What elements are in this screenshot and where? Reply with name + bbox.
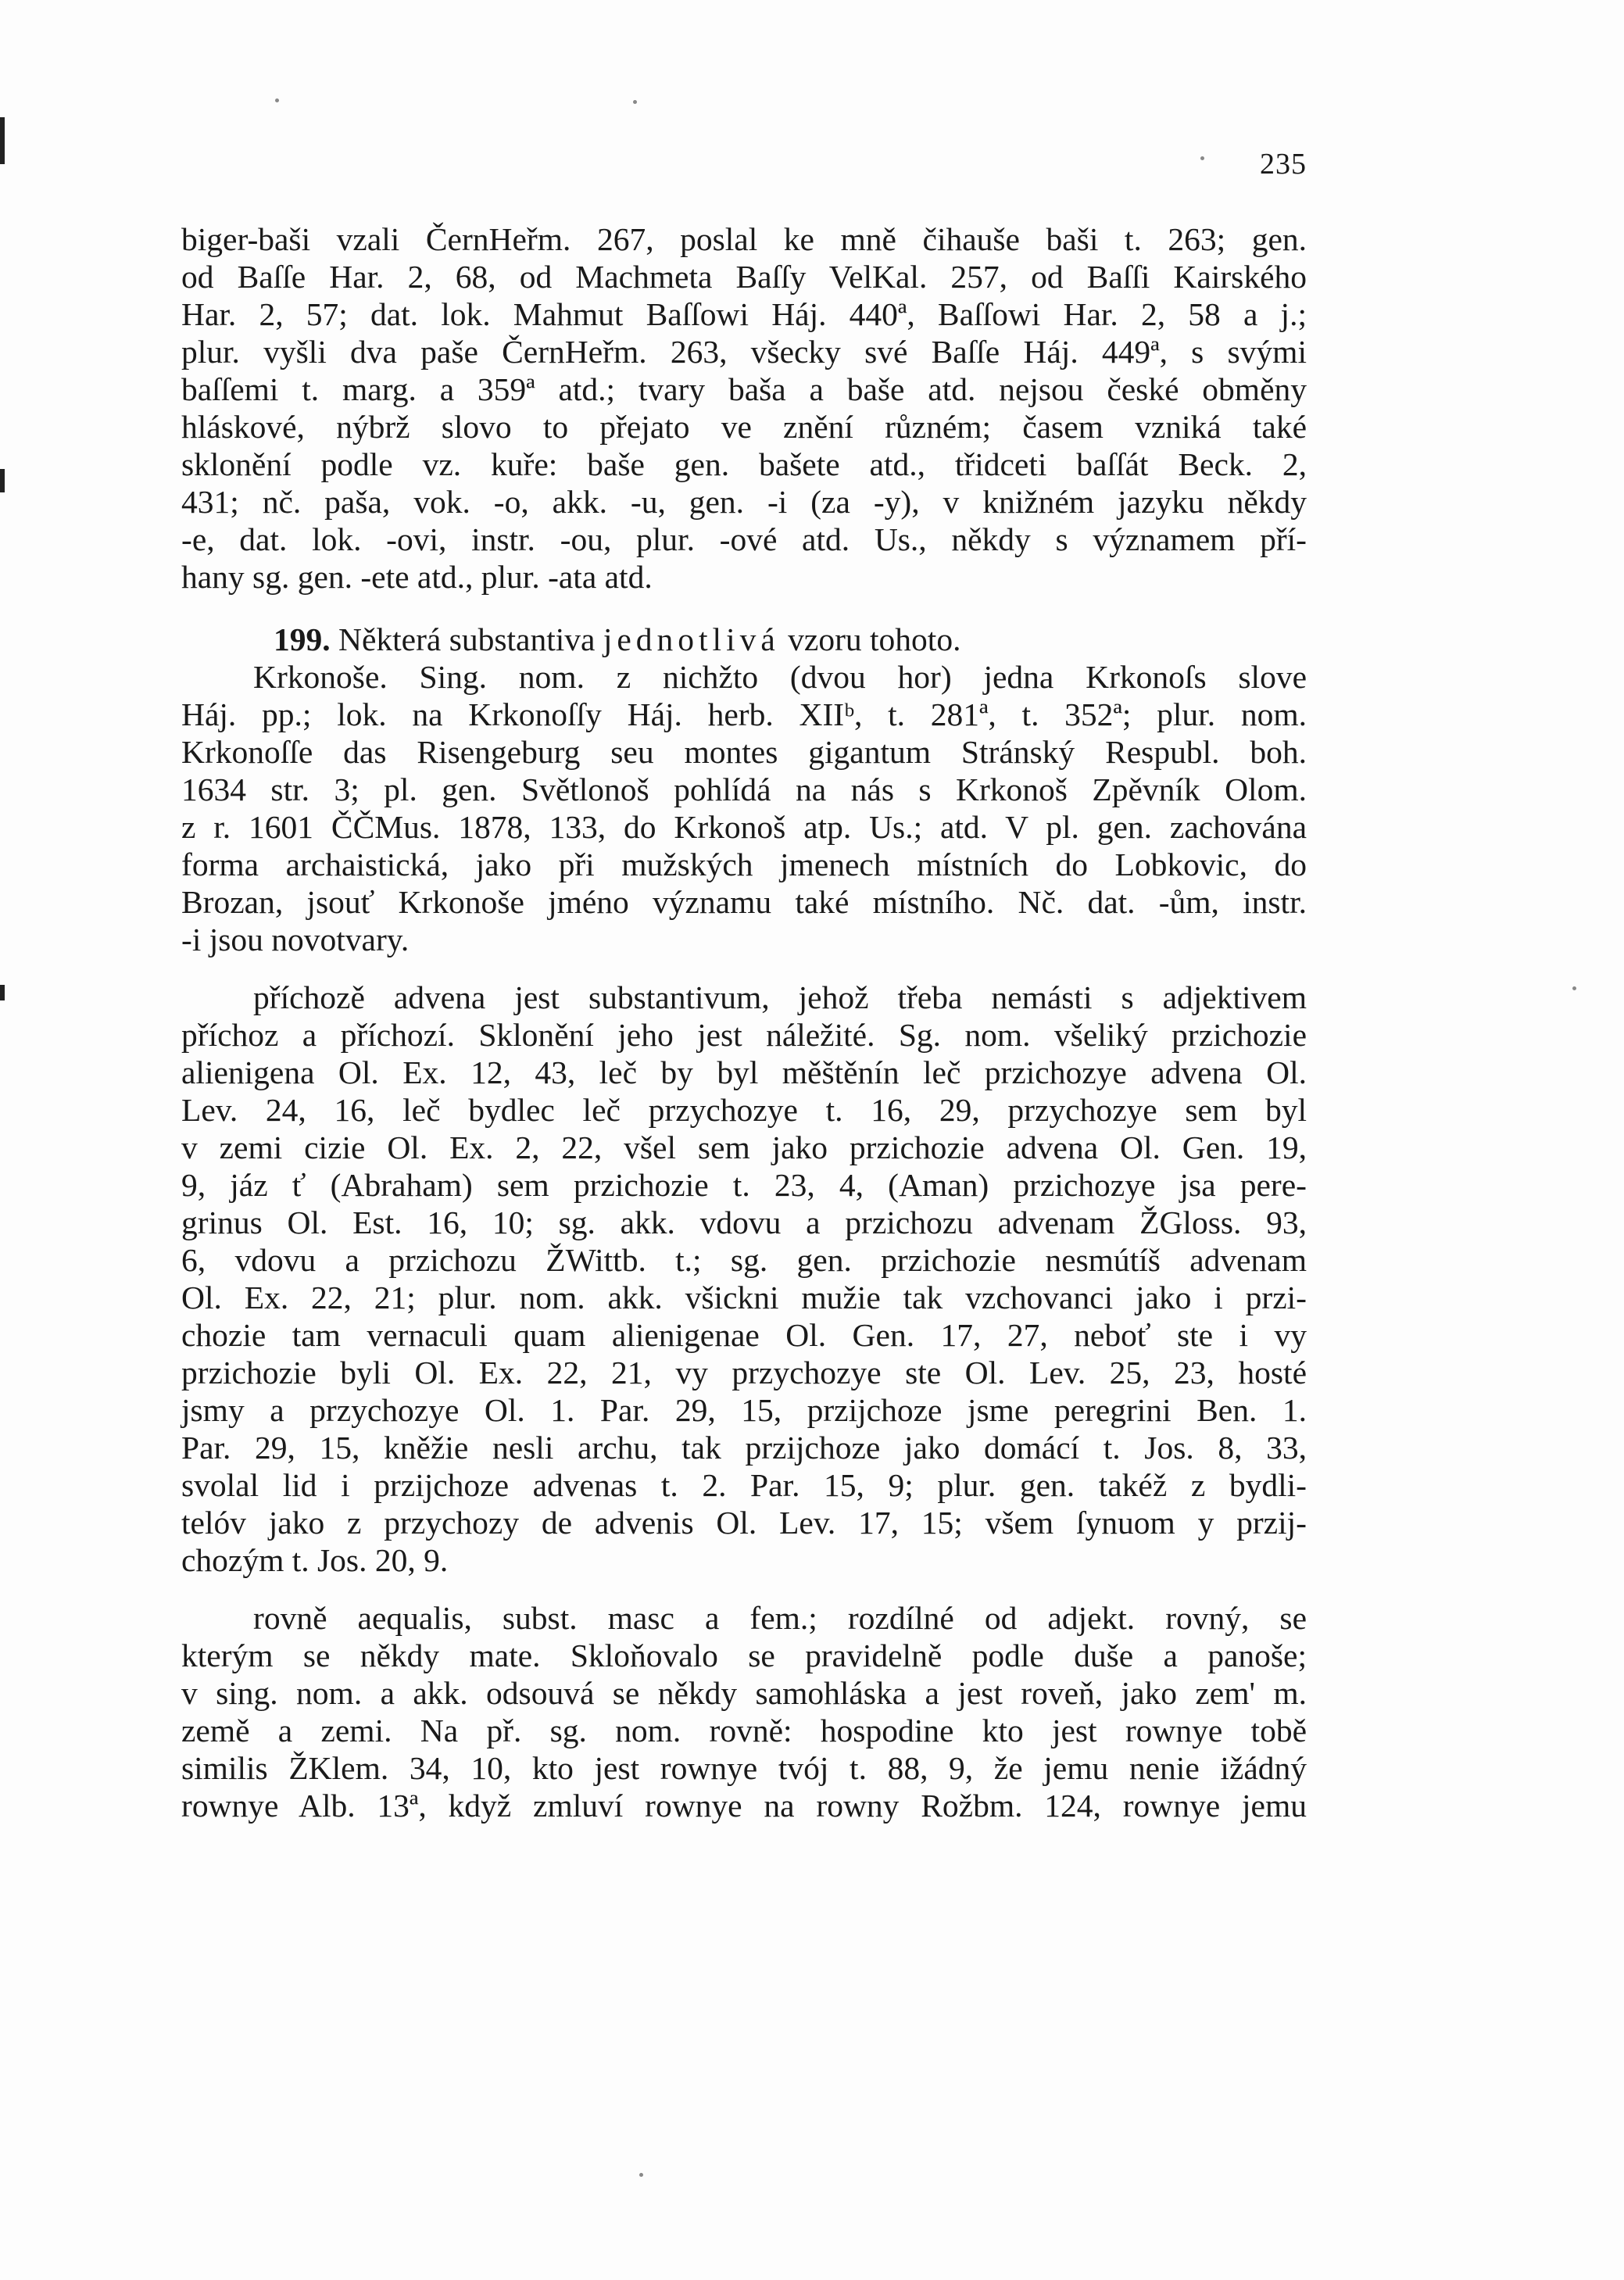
text-line: przichozie byli Ol. Ex. 22, 21, vy przychozye ste Ol. Lev. 25, 23, hosté xyxy=(181,1355,1307,1391)
text-line: příchoz a příchozí. Sklonění jeho jest náležité. Sg. nom. všeliký przichozie xyxy=(181,1017,1307,1053)
text-line: 6, vdovu a przichozu ŽWittb. t.; sg. gen. przichozie nesmútíš advenam xyxy=(181,1242,1307,1278)
text-line: jsmy a przychozye Ol. 1. Par. 29, 15, przijchoze jsme peregrini Ben. 1. xyxy=(181,1392,1307,1428)
text-line: z r. 1601 ČČMus. 1878, 133, do Krkonoš atp. Us.; atd. V pl. gen. zachována xyxy=(181,809,1307,845)
text-line: země a zemi. Na př. sg. nom. rovně: hospodine kto jest rownye tobě xyxy=(181,1713,1307,1748)
scan-speck xyxy=(633,100,637,104)
scan-speck xyxy=(1200,156,1204,160)
body-text xyxy=(181,220,1307,1824)
section-heading xyxy=(181,621,1307,658)
text-line: Ol. Ex. 22, 21; plur. nom. akk. všickni mužie tak vzchovanci jako i przi- xyxy=(181,1280,1307,1315)
paragraph-krkonose xyxy=(181,658,1307,958)
text-line: od Baſſe Har. 2, 68, od Machmeta Baſſy VelKal. 257, od Baſſi Kairského xyxy=(181,259,1307,295)
text-line: plur. vyšli dva paše ČernHeřm. 263, všecky své Baſſe Háj. 449ª, s svými xyxy=(181,334,1307,370)
text-line: baſſemi t. marg. a 359ª atd.; tvary baša a baše atd. nejsou české obměny xyxy=(181,371,1307,407)
text-line: similis ŽKlem. 34, 10, kto jest rownye tvój t. 88, 9, že jemu nenie ižádný xyxy=(181,1750,1307,1786)
scan-edge-mark xyxy=(0,469,5,492)
section-heading-text: Některá substantiva xyxy=(330,621,603,657)
text-line: v zemi cizie Ol. Ex. 2, 22, všel sem jako przichozie advena Ol. Gen. 19, xyxy=(181,1129,1307,1165)
text-line: grinus Ol. Est. 16, 10; sg. akk. vdovu a przichozu advenam ŽGloss. 93, xyxy=(181,1204,1307,1240)
text-line: Krkonoſſe das Risengeburg seu montes gigantum Stránský Respubl. boh. xyxy=(181,734,1307,770)
text-line: Lev. 24, 16, leč bydlec leč przychozye t. 16, 29, przychozye sem byl xyxy=(181,1092,1307,1128)
page-number: 235 xyxy=(1260,148,1307,181)
text-line: rownye Alb. 13ª, když zmluví rownye na rowny Rožbm. 124, rownye jemu xyxy=(181,1788,1307,1824)
text-line: Brozan, jsouť Krkonoše jméno významu také místního. Nč. dat. -ům, instr. xyxy=(181,884,1307,920)
section-number: 199. xyxy=(274,621,331,657)
text-line: telóv jako z przychozy de advenis Ol. Lev. 17, 15; všem ſynuom y przij- xyxy=(181,1505,1307,1541)
text-line: chozým t. Jos. 20, 9. xyxy=(181,1542,449,1578)
text-line: hláskové, nýbrž slovo to přejato ve znění různém; časem vzniká také xyxy=(181,409,1307,445)
text-line: v sing. nom. a akk. odsouvá se někdy samohláska a jest roveň, jako zem' m. xyxy=(181,1675,1307,1711)
text-line: Par. 29, 15, kněžie nesli archu, tak przijchoze jako domácí t. Jos. 8, 33, xyxy=(181,1430,1307,1466)
text-line: 1634 str. 3; pl. gen. Světlonoš pohlídá na nás s Krkonoš Zpěvník Olom. xyxy=(181,771,1307,807)
text-line: 9, jáz ť (Abraham) sem przichozie t. 23, 4, (Aman) przichozye jsa pere- xyxy=(181,1167,1307,1203)
text-line: -e, dat. lok. -ovi, instr. -ou, plur. -ové atd. Us., někdy s významem pří- xyxy=(181,521,1307,557)
paragraph-basa xyxy=(181,220,1307,596)
text-line: kterým se někdy mate. Skloňovalo se pravidelně podle duše a panoše; xyxy=(181,1638,1307,1673)
text-line: Krkonoše. Sing. nom. z nichžto (dvou hor) jedna Krkonoſs slove xyxy=(253,659,1307,695)
text-line: biger-baši vzali ČernHeřm. 267, poslal ke mně čihauše baši t. 263; gen. xyxy=(181,221,1307,257)
text-line: Har. 2, 57; dat. lok. Mahmut Baſſowi Háj. 440ª, Baſſowi Har. 2, 58 a j.; xyxy=(181,296,1307,332)
scan-speck xyxy=(275,98,279,102)
text-line: sklonění podle vz. kuře: baše gen. bašete atd., třidceti baſſát Beck. 2, xyxy=(181,446,1307,482)
section-heading-tail: vzoru tohoto. xyxy=(779,621,961,657)
scan-speck xyxy=(639,2173,643,2177)
text-line: svolal lid i przijchoze advenas t. 2. Par. 15, 9; plur. gen. takéž z bydli- xyxy=(181,1467,1307,1503)
scan-speck xyxy=(1572,986,1576,990)
section-heading-spaced: jednotlivá xyxy=(603,621,780,657)
text-line: hany sg. gen. -ete atd., plur. -ata atd. xyxy=(181,559,653,595)
text-line: chozie tam vernaculi quam alienigenae Ol. Gen. 17, 27, neboť ste i vy xyxy=(181,1317,1307,1353)
text-line: 431; nč. paša, vok. -o, akk. -u, gen. -i (za -y), v knižném jazyku někdy xyxy=(181,484,1307,520)
text-line: rovně aequalis, subst. masc a fem.; rozdílné od adjekt. rovný, se xyxy=(253,1600,1307,1636)
text-line: Háj. pp.; lok. na Krkonoſſy Háj. herb. XIIᵇ, t. 281ª, t. 352ª; plur. nom. xyxy=(181,696,1307,732)
text-line: -i jsou novotvary. xyxy=(181,922,410,957)
scan-edge-mark xyxy=(0,985,5,1000)
paragraph-prichoze xyxy=(181,979,1307,1579)
text-line: alienigena Ol. Ex. 12, 43, leč by byl měštěnín leč przichozye advena Ol. xyxy=(181,1054,1307,1090)
paragraph-rovne xyxy=(181,1599,1307,1824)
text-line: forma archaistická, jako při mužských jmenech místních do Lobkovic, do xyxy=(181,846,1307,882)
text-line: příchozě advena jest substantivum, jehož třeba nemásti s adjektivem xyxy=(253,979,1307,1015)
scan-edge-mark xyxy=(0,117,5,164)
